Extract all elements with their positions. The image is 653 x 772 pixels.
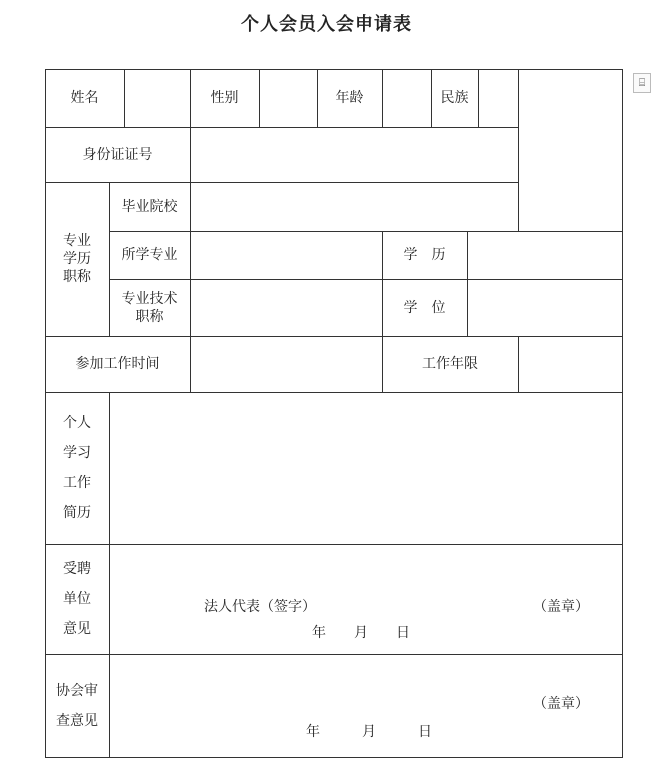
name-field[interactable] — [125, 70, 190, 127]
degree-label: 学 位 — [403, 299, 446, 316]
photo-area[interactable] — [519, 70, 622, 231]
work-years-label: 工作年限 — [422, 356, 478, 372]
education-field[interactable] — [468, 232, 622, 279]
school-label: 毕业院校 — [121, 198, 178, 215]
association-opinion-label: 协会审 查意见 — [56, 682, 98, 729]
age-field[interactable] — [383, 70, 431, 127]
association-seal: （盖章） — [533, 696, 589, 712]
tech-title-field[interactable] — [191, 280, 382, 336]
legal-rep-signature: 法人代表（签字） — [204, 599, 316, 615]
employer-seal: （盖章） — [533, 599, 589, 615]
work-start-field[interactable] — [191, 337, 382, 392]
age-label: 年龄 — [335, 90, 364, 106]
resume-label: 个人 学习 工作 简历 — [63, 415, 91, 521]
id-number-field[interactable] — [191, 128, 518, 182]
scan-icon[interactable]: ⌸ — [633, 73, 651, 93]
id-number-label: 身份证证号 — [82, 146, 153, 163]
major-label: 所学专业 — [121, 247, 178, 263]
ethnicity-label: 民族 — [440, 90, 469, 106]
work-start-label: 参加工作时间 — [75, 356, 160, 372]
gender-field[interactable] — [260, 70, 317, 127]
work-years-field[interactable] — [519, 337, 622, 392]
resume-field[interactable] — [110, 393, 622, 544]
major-field[interactable] — [191, 232, 382, 279]
form-title: 个人会员入会申请表 — [241, 14, 412, 35]
education-label: 学 历 — [403, 247, 446, 263]
association-date: 年 月 日 — [306, 724, 432, 740]
ethnicity-field[interactable] — [479, 70, 518, 127]
school-field[interactable] — [191, 183, 518, 231]
employer-opinion-label: 受聘 单位 意见 — [63, 561, 91, 637]
degree-field[interactable] — [468, 280, 622, 336]
name-label: 姓名 — [70, 90, 99, 106]
professional-group-label: 专业 学历 职称 — [63, 233, 91, 285]
gender-label: 性别 — [210, 90, 239, 106]
employer-date: 年 月 日 — [312, 625, 410, 641]
tech-title-label: 专业技术 职称 — [121, 290, 178, 325]
